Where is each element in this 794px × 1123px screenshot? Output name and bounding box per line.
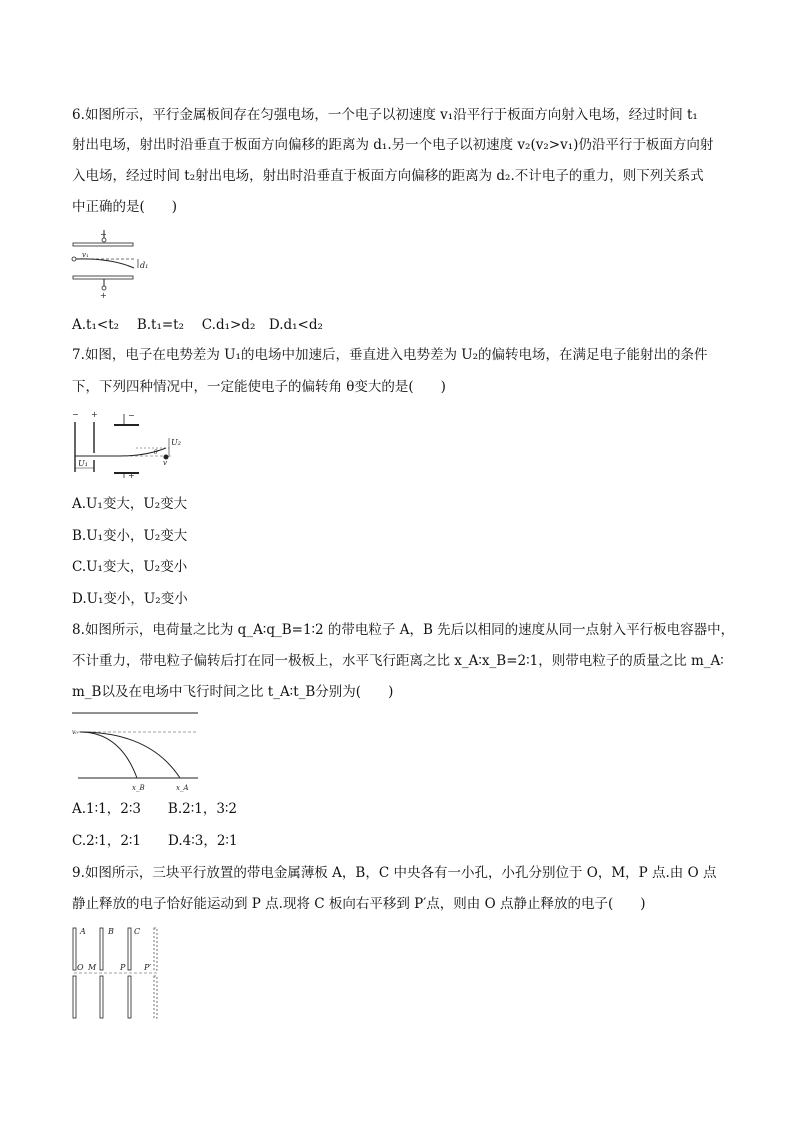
- q9-label-p-prime: P′: [144, 963, 152, 972]
- q8-xb-label: x_B: [132, 784, 145, 792]
- q6-minus-label: −: [100, 230, 107, 239]
- q9-label-a: A: [80, 927, 86, 936]
- q7-plus-left: +: [91, 410, 98, 419]
- q6-bottom-plate: [73, 276, 133, 279]
- q6-plus-label: +: [100, 291, 107, 300]
- q6-line-4: 中正确的是( ): [72, 199, 178, 215]
- q7-v-label: v: [163, 459, 167, 467]
- q7-option-d: D.U₁变小，U₂变小: [72, 591, 188, 607]
- q9-label-b: B: [108, 927, 114, 936]
- q6-v1-label: v₁: [82, 251, 89, 259]
- q7-line-2: 下，下列四种情况中，一定能使电子的偏转角 θ变大的是( ): [72, 379, 446, 395]
- q8-line-3: m_B以及在电场中飞行时间之比 t_A∶t_B分别为( ): [72, 684, 394, 700]
- q9-label-c: C: [134, 927, 141, 936]
- q9-plates-figure: [68, 922, 168, 1022]
- q7-u2-label: U₂: [171, 438, 181, 447]
- q9-line-2: 静止释放的电子恰好能运动到 P 点.现将 C 板向右平移到 P′点，则由 O 点静止释放的电子( ): [72, 896, 646, 912]
- q8-path-a: [80, 732, 180, 778]
- q7-minus-left: −: [72, 410, 79, 419]
- q7-lower-deflector: [114, 472, 139, 474]
- q7-u1-label: U₁: [78, 459, 88, 468]
- q7-upper-deflector: [114, 424, 139, 426]
- q6-top-plate: [73, 243, 133, 246]
- q8-options-row-1: A.1∶1，2∶3 B.2∶1，3∶2: [72, 801, 238, 817]
- q7-accelerator-figure: [66, 408, 191, 480]
- q9-label-p: P: [120, 963, 126, 972]
- q6-line-1: 6.如图所示，平行金属板间存在匀强电场，一个电子以初速度 v₁沿平行于板面方向射入电场，经过时间 t₁: [72, 107, 698, 123]
- q6-d1-label: d₁: [140, 261, 149, 270]
- q6-capacitor-figure: [66, 228, 166, 303]
- q9-label-m: M: [88, 963, 97, 972]
- q8-options-row-2: C.2∶1，2∶1 D.4∶3，2∶1: [72, 833, 238, 849]
- q7-option-a: A.U₁变大，U₂变大: [72, 496, 188, 512]
- q7-line-1: 7.如图，电子在电势差为 U₁的电场中加速后，垂直进入电势差为 U₂的偏转电场，在满足电子能射出的条件: [72, 347, 708, 363]
- q6-options: A.t₁<t₂ B.t₁=t₂ C.d₁>d₂ D.d₁<d₂: [72, 317, 323, 333]
- q7-minus-top: −: [128, 411, 135, 420]
- q7-option-c: C.U₁变大，U₂变小: [72, 559, 188, 575]
- q8-v0-label: v₀: [72, 729, 78, 736]
- q7-theta-label: θ: [154, 449, 158, 456]
- q8-line-1: 8.如图所示，电荷量之比为 q_A∶q_B=1∶2 的带电粒子 A，B 先后以相同的速度从同一点射入平行板电容器中，: [72, 622, 735, 638]
- q9-line-1: 9.如图所示，三块平行放置的带电金属薄板 A，B，C 中央各有一小孔，小孔分别位于 O，M，P 点.由 O 点: [72, 865, 717, 881]
- q7-option-b: B.U₁变小，U₂变大: [72, 528, 188, 544]
- q6-line-2: 射出电场，射出时沿垂直于板面方向偏移的距离为 d₁.另一个电子以初速度 v₂(v₂>v₁)仍沿平行于板面方向射: [72, 137, 714, 153]
- q7-plus-bottom: +: [128, 471, 135, 480]
- q8-xa-label: x_A: [176, 784, 189, 792]
- q9-label-o: O: [77, 963, 84, 972]
- q8-line-2: 不计重力，带电粒子偏转后打在同一极板上，水平飞行距离之比 x_A∶x_B=2∶1，则带电粒子的质量之比 m_A∶: [72, 653, 724, 669]
- q6-line-3: 入电场，经过时间 t₂射出电场，射出时沿垂直于板面方向偏移的距离为 d₂.不计电子的重力，则下列关系式: [72, 168, 704, 184]
- q8-trajectory-figure: [70, 710, 205, 796]
